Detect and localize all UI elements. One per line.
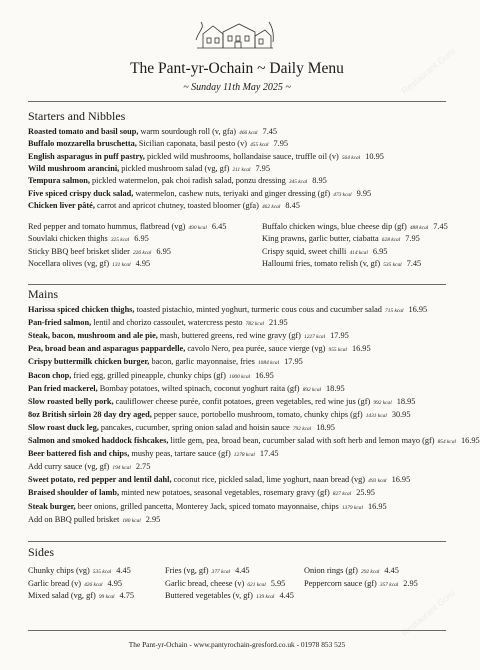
item-kcal: 792 kcal — [292, 425, 312, 432]
menu-item — [28, 317, 288, 330]
item-price: 9.95 — [356, 188, 372, 198]
menu-item — [28, 126, 277, 139]
menu-item — [165, 590, 294, 603]
item-kcal: 1278 kcal — [233, 452, 255, 459]
item-price: 18.95 — [316, 422, 335, 432]
item-kcal: 180 kcal — [122, 517, 141, 524]
item-price: 17.45 — [259, 449, 279, 459]
item-price: 7.95 — [405, 234, 420, 244]
item-kcal: 1227 kcal — [304, 334, 326, 341]
item-price: 2.75 — [135, 462, 151, 472]
item-name: Five spiced crispy duck salad, — [28, 188, 134, 198]
item-price: 10.95 — [365, 151, 384, 161]
item-name: Onion rings (gf) — [304, 566, 358, 575]
pub-logo-illustration — [195, 18, 275, 52]
item-description: mash, buttered greens, red wine gravy (gf) — [157, 331, 301, 341]
menu-item — [28, 565, 131, 578]
item-price: 16.95 — [367, 501, 387, 511]
menu-title: The Pant-yr-Ochain ~ Daily Menu — [130, 60, 344, 77]
item-kcal: 377 kcal — [211, 569, 231, 575]
item-price: 7.95 — [273, 139, 289, 149]
item-price: 7.45 — [406, 258, 422, 268]
item-price: 2.95 — [403, 578, 418, 588]
item-name: Wild mushroom arancini, — [28, 163, 120, 173]
menu-item — [28, 422, 335, 435]
divider — [28, 101, 446, 102]
item-kcal: 211 kcal — [232, 166, 251, 173]
menu-item — [28, 221, 226, 234]
item-price: 4.95 — [135, 258, 151, 268]
item-kcal: 621 kcal — [247, 581, 266, 588]
item-description: beer onions, grilled pancetta, Monterey Jack, spiced tomato mayonnaise, chips — [75, 501, 339, 511]
item-name: Crispy buttermilk chicken burger, — [28, 357, 150, 367]
item-name: Garlic bread, cheese (v) — [165, 578, 245, 588]
item-description: watermelon, cashew nuts, teriyaki and ginger dressing (gf) — [133, 188, 331, 198]
item-description: bacon, garlic mayonnaise, fries — [149, 357, 255, 367]
item-name: Fries (vg, gf) — [165, 566, 209, 575]
item-kcal: 1379 kcal — [341, 504, 363, 511]
item-kcal: 782 kcal — [245, 321, 265, 328]
menu-item — [28, 501, 387, 514]
menu-item — [28, 163, 270, 176]
item-kcal: 292 kcal — [361, 569, 380, 575]
item-name: Pea, broad bean and asparagus pappardelle, — [28, 344, 186, 354]
section-heading-starters: Starters and Nibbles — [28, 109, 126, 123]
menu-item — [28, 396, 415, 409]
menu-item — [28, 200, 300, 213]
menu-item — [28, 409, 410, 422]
divider — [28, 541, 446, 542]
item-price: 18.95 — [396, 396, 416, 406]
menu-item — [28, 448, 279, 461]
item-name: Crispy squid, sweet chilli — [262, 246, 347, 256]
item-kcal: 226 kcal — [132, 249, 152, 256]
item-name: Garlic bread (v) — [28, 578, 81, 588]
menu-item — [28, 461, 150, 474]
item-description: Add curry sauce (vg, gf) — [28, 462, 110, 472]
item-kcal: 139 kcal — [256, 594, 275, 601]
item-description: pickled watermelon, pak choi radish salad, ponzu dressing — [89, 176, 286, 186]
item-price: 7.45 — [262, 127, 278, 136]
item-description: pickled mushroom salad (vg, gf) — [119, 163, 230, 173]
item-price: 25.95 — [356, 488, 375, 498]
menu-item — [28, 343, 371, 356]
divider — [28, 630, 446, 631]
section-heading-mains: Mains — [28, 287, 58, 301]
item-description: pancakes, cucumber, spring onion salad and hoisin sauce — [98, 422, 290, 432]
item-price: 4.45 — [384, 566, 399, 575]
item-kcal: 628 kcal — [381, 237, 401, 244]
item-name: Slow roasted belly pork, — [28, 396, 114, 406]
item-kcal: 564 kcal — [341, 154, 361, 161]
item-kcal: 325 kcal — [110, 237, 130, 244]
item-kcal: 955 kcal — [328, 347, 347, 354]
item-name: Harissa spiced chicken thighs, — [28, 305, 135, 314]
item-name: Sticky BBQ beef brisket slider — [28, 246, 130, 256]
item-name: Steak burger, — [28, 501, 76, 511]
item-kcal: 426 kcal — [84, 581, 103, 588]
menu-item — [28, 138, 288, 151]
item-price: 6.45 — [211, 222, 227, 231]
item-kcal: 535 kcal — [383, 261, 402, 268]
item-name: Tempura salmon, — [28, 176, 90, 186]
item-description: pepper sauce, portobello mushroom, tomato, chunky chips (gf) — [151, 409, 363, 419]
item-description: Add on BBQ pulled brisket — [28, 514, 120, 524]
item-kcal: 345 kcal — [288, 179, 308, 186]
item-kcal: 1000 kcal — [229, 373, 251, 380]
item-name: Chicken liver pâté, — [28, 200, 95, 210]
item-price: 17.95 — [284, 357, 303, 367]
item-name: Pan fried mackerel, — [28, 383, 98, 393]
menu-item — [28, 151, 384, 164]
item-price: 2.95 — [145, 514, 161, 524]
menu-item — [28, 487, 375, 500]
item-price: 6.95 — [372, 246, 388, 256]
item-description: toasted pistachio, minted yoghurt, turmeric cous cous and cucumber salad — [134, 305, 382, 314]
item-name: Buffalo mozzarella bruschetta, — [28, 139, 137, 149]
item-kcal: 892 kcal — [302, 386, 322, 393]
menu-item — [304, 565, 399, 578]
item-name: English asparagus in puff pastry, — [28, 151, 145, 161]
item-price: 6.95 — [134, 234, 149, 244]
item-price: 4.95 — [107, 578, 123, 588]
item-price: 16.95 — [391, 475, 411, 485]
item-price: 7.95 — [255, 163, 270, 173]
item-price: 30.95 — [391, 409, 411, 419]
item-price: 16.95 — [408, 305, 428, 314]
item-name: Steak, bacon, mushroom and ale pie, — [28, 331, 158, 341]
menu-item — [262, 233, 420, 246]
item-description: little gem, pea, broad bean, cucumber salad with soft herb and lemon mayo (gf) — [168, 436, 435, 445]
menu-item — [28, 175, 327, 188]
item-kcal: 827 kcal — [332, 491, 352, 498]
item-name: Nocellara olives (vg, gf) — [28, 258, 110, 268]
item-name: Salmon and smoked haddock fishcakes, — [28, 436, 169, 445]
menu-item — [28, 578, 122, 591]
item-description: cavolo Nero, pea purée, sauce vierge (vg) — [185, 344, 326, 354]
item-name: Chunky chips (vg) — [28, 566, 90, 575]
menu-item — [28, 474, 410, 487]
item-price: 4.75 — [119, 591, 135, 601]
item-name: King prawns, garlic butter, ciabatta — [262, 234, 379, 244]
item-name: Slow roast duck leg, — [28, 422, 99, 432]
item-name: Bacon chop, — [28, 370, 72, 380]
watermark: Restaurant Guru — [399, 587, 457, 639]
item-kcal: 715 kcal — [385, 308, 404, 314]
menu-item — [28, 590, 134, 603]
item-description: warm sourdough roll (v, gfa) — [138, 127, 237, 136]
item-description: Sicilian caponata, basil pesto (v) — [136, 139, 247, 149]
menu-item — [165, 565, 250, 578]
menu-item — [262, 258, 421, 271]
item-kcal: 992 kcal — [373, 399, 392, 406]
menu-item — [28, 304, 427, 317]
item-description: mushy peas, tartare sauce (gf) — [129, 449, 231, 459]
menu-item — [165, 578, 285, 591]
item-description: minted new potatoes, seasonal vegetables, rosemary gravy (gf) — [119, 488, 330, 498]
item-price: 4.45 — [235, 566, 250, 575]
item-description: lentil and chorizo cassoulet, watercress pesto — [91, 318, 243, 328]
item-name: Peppercorn sauce (gf) — [304, 578, 377, 588]
item-kcal: 473 kcal — [333, 191, 352, 198]
item-price: 7.45 — [433, 222, 448, 231]
menu-item — [28, 383, 345, 396]
item-name: Souvlaki chicken thighs — [28, 234, 108, 244]
item-kcal: 493 kcal — [368, 478, 387, 485]
item-name: Red pepper and tomato hummus, flatbread (vg) — [28, 222, 186, 231]
item-name: Braised shoulder of lamb, — [28, 488, 120, 498]
item-price: 16.95 — [461, 436, 480, 445]
menu-item — [28, 188, 371, 201]
item-kcal: 535 kcal — [92, 569, 112, 575]
item-name: Roasted tomato and basil soup, — [28, 127, 139, 136]
item-description: cauliflower cheese purée, confit potatoes, green vegetables, red wine jus (gf) — [113, 396, 371, 406]
item-description: carrot and apricot chutney, toasted bloomer (gfa) — [94, 200, 259, 210]
item-kcal: 99 kcal — [98, 594, 115, 601]
item-price: 8.45 — [285, 200, 300, 210]
menu-item — [28, 514, 160, 527]
item-price: 8.95 — [312, 176, 327, 186]
menu-date: ~ Sunday 11th May 2025 ~ — [183, 82, 291, 93]
item-kcal: 1431 kcal — [365, 412, 387, 419]
menu-item — [28, 356, 303, 369]
menu-item — [28, 330, 349, 343]
item-kcal: 488 kcal — [409, 225, 429, 231]
item-price: 21.95 — [269, 318, 288, 328]
footer-contact: The Pant-yr-Ochain - www.pantyrochain-gresford.co.uk - 01978 853 525 — [128, 640, 346, 649]
item-kcal: 490 kcal — [188, 225, 207, 231]
item-price: 17.95 — [330, 331, 349, 341]
menu-item — [304, 578, 418, 591]
menu-item — [28, 246, 171, 259]
item-name: Sweet potato, red pepper and lentil dahl, — [28, 475, 172, 485]
section-heading-sides: Sides — [28, 545, 55, 559]
item-kcal: 455 kcal — [250, 142, 269, 149]
item-kcal: 466 kcal — [239, 130, 258, 136]
item-kcal: 462 kcal — [261, 203, 281, 210]
menu-item — [28, 258, 150, 271]
item-kcal: 357 kcal — [379, 581, 399, 588]
item-price: 16.95 — [255, 370, 274, 380]
item-name: Beer battered fish and chips, — [28, 449, 130, 459]
item-kcal: 414 kcal — [349, 249, 368, 256]
watermark: Restaurant Guru — [399, 45, 457, 97]
item-price: 6.95 — [156, 246, 171, 256]
item-kcal: 1084 kcal — [257, 360, 280, 367]
item-name: Pan-fried salmon, — [28, 318, 92, 328]
item-price: 18.95 — [326, 383, 345, 393]
item-kcal: 194 kcal — [112, 465, 131, 472]
item-description: Bombay potatoes, wilted spinach, coconut yoghurt raita (gf) — [97, 383, 300, 393]
menu-item — [28, 233, 149, 246]
item-description: coconut rice, pickled salad, lime yoghurt, naan bread (vg) — [171, 475, 366, 485]
menu-item — [28, 370, 274, 383]
item-name: Buttered vegetables (v, gf) — [165, 591, 253, 601]
item-price: 16.95 — [351, 344, 371, 354]
item-price: 4.45 — [279, 591, 294, 601]
item-name: 8oz British sirloin 28 day dry aged, — [28, 409, 152, 419]
item-name: Mixed salad (vg, gf) — [28, 591, 96, 601]
menu-item — [28, 435, 480, 448]
divider — [28, 284, 446, 285]
item-price: 5.95 — [270, 578, 286, 588]
item-description: pickled wild mushrooms, hollandaise sauce, truffle oil (v) — [144, 151, 339, 161]
menu-item — [262, 221, 448, 234]
item-kcal: 854 kcal — [437, 439, 457, 445]
item-name: Halloumi fries, tomato relish (v, gf) — [262, 258, 381, 268]
item-price: 4.45 — [116, 566, 131, 575]
menu-item — [262, 246, 387, 259]
item-name: Buffalo chicken wings, blue cheese dip (gf) — [262, 222, 407, 231]
item-description: fried egg, grilled pineapple, chunky chips (gf) — [71, 370, 226, 380]
item-kcal: 131 kcal — [112, 261, 131, 268]
